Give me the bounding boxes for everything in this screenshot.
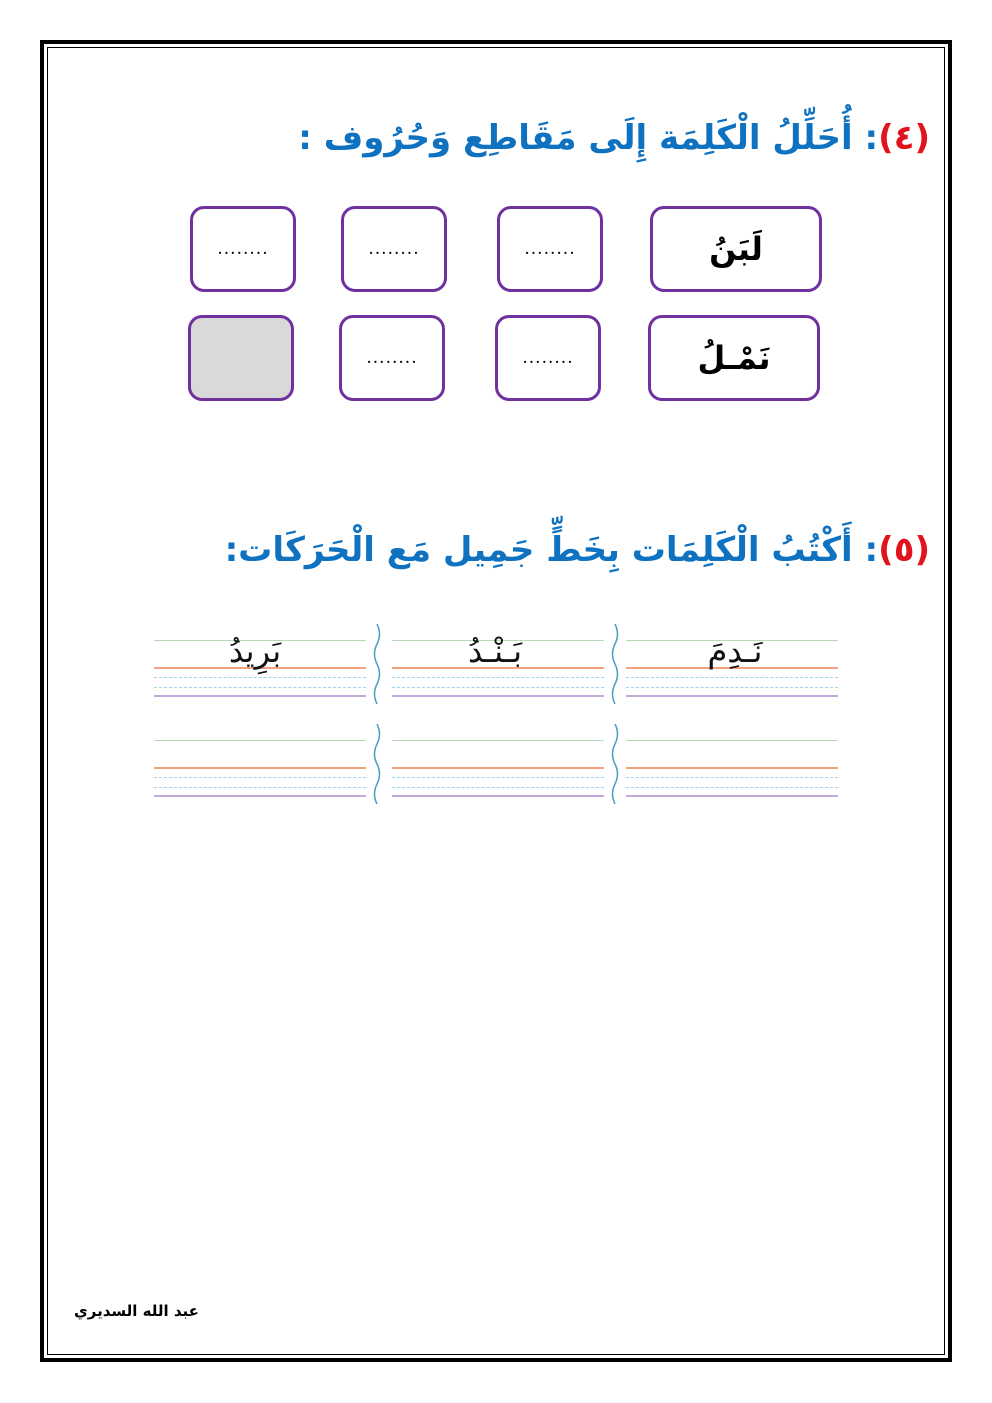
dotted-blank: ........ (522, 348, 574, 368)
dotted-blank: ........ (217, 239, 269, 259)
section-4-heading (298, 118, 930, 158)
syllable-blank[interactable] (495, 315, 601, 401)
word-text: لَبَنُ (709, 230, 763, 268)
shaded-box (188, 315, 294, 401)
syllable-blank[interactable] (190, 206, 296, 292)
model-word-nadima: نَـدِمَ (707, 632, 763, 670)
section-5-number: (٥) (878, 530, 930, 570)
writing-lines[interactable] (392, 740, 604, 796)
word-box-laban (650, 206, 822, 292)
wavy-divider (370, 724, 384, 804)
syllable-blank[interactable] (339, 315, 445, 401)
author-signature: عبد الله السديري (74, 1302, 199, 1320)
dotted-blank: ........ (368, 239, 420, 259)
model-word-band: بَـنْـدُ (467, 632, 523, 670)
dotted-blank: ........ (524, 239, 576, 259)
writing-lines[interactable] (154, 740, 366, 796)
wavy-divider (608, 624, 622, 704)
wavy-divider (608, 724, 622, 804)
dotted-blank: ........ (366, 348, 418, 368)
section-4-number: (٤) (878, 118, 930, 158)
section-5-title: : أَكْتُبُ الْكَلِمَات بِخَطٍّ جَمِيل مَع الْحَرَكَات: (224, 530, 879, 570)
section-4-title: : أُحَلِّلُ الْكَلِمَة إِلَى مَقَاطِع وَحُرُوف : (298, 118, 879, 158)
section-5-heading (225, 530, 930, 570)
syllable-blank[interactable] (497, 206, 603, 292)
wavy-divider (370, 624, 384, 704)
writing-lines[interactable] (626, 740, 838, 796)
word-box-naml (648, 315, 820, 401)
word-text: نَمْـلُ (697, 339, 771, 377)
model-word-bareed: بَرِيدُ (228, 632, 282, 670)
syllable-blank[interactable] (341, 206, 447, 292)
